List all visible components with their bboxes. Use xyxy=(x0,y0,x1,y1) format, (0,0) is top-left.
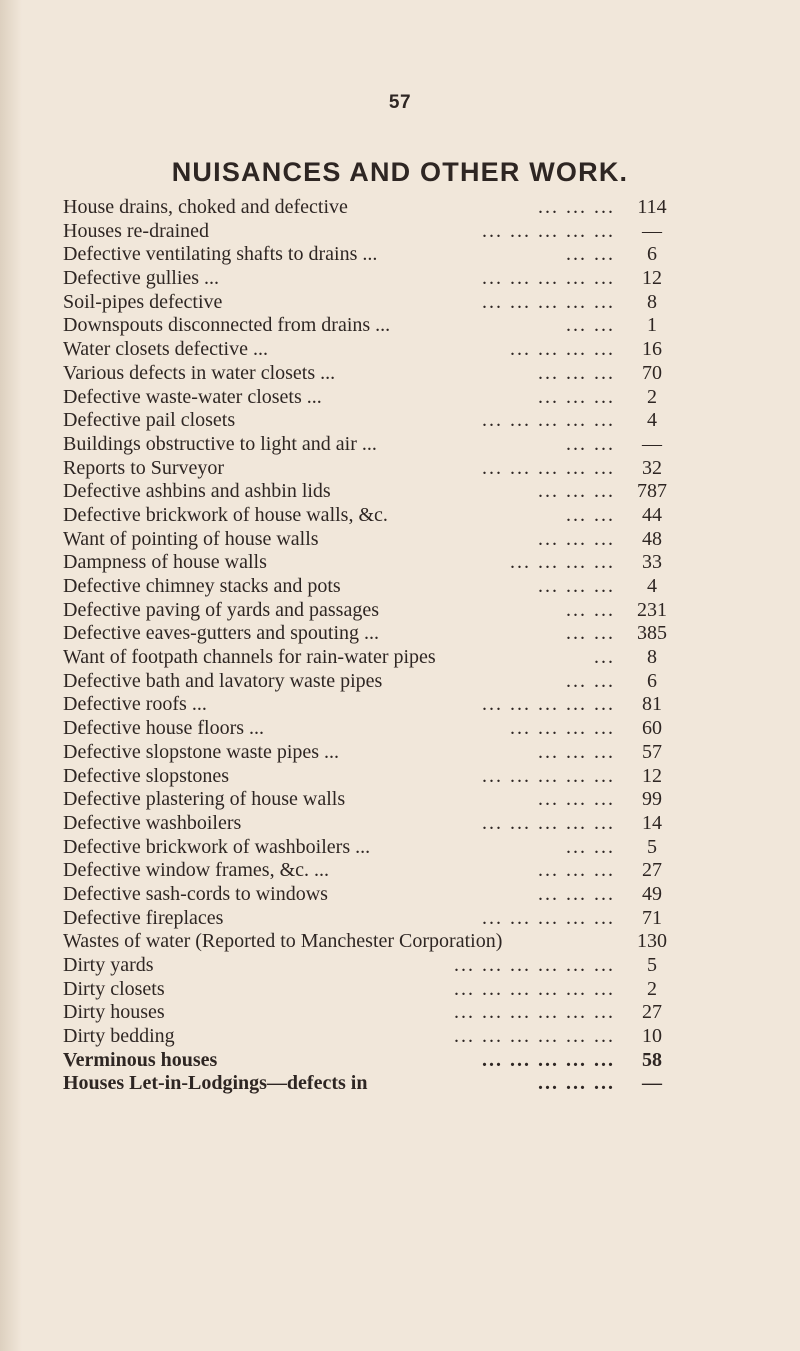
leader-dots: ... ... ... ... ... ... xyxy=(454,977,615,1000)
list-item xyxy=(63,504,683,528)
list-item xyxy=(63,409,683,433)
item-count: 58 xyxy=(642,1048,662,1071)
list-item xyxy=(63,314,683,338)
item-label: Houses re-drained xyxy=(63,219,210,242)
item-label: Downspouts disconnected from drains ... xyxy=(63,314,391,337)
item-label: Dirty yards xyxy=(63,954,154,976)
leader-dots: ... ... ... xyxy=(538,385,615,408)
list-item xyxy=(63,528,683,552)
item-count: 2 xyxy=(647,977,657,1000)
item-count: 8 xyxy=(647,290,657,313)
item-count: — xyxy=(642,1072,662,1095)
list-item xyxy=(63,859,683,883)
list-item xyxy=(63,575,683,599)
leader-dots: ... ... ... xyxy=(538,361,615,384)
item-label: Defective paving of yards and passages xyxy=(63,598,379,621)
item-count: 4 xyxy=(647,409,657,432)
leader-dots: ... ... xyxy=(566,243,615,266)
leader-dots: ... ... ... ... ... xyxy=(482,906,615,929)
leader-dots: ... ... ... ... xyxy=(510,717,615,740)
item-label: Houses Let-in-Lodgings—defects in xyxy=(63,1072,368,1095)
item-count: 32 xyxy=(642,456,662,479)
nuisances-list xyxy=(63,196,683,1096)
leader-dots: ... ... ... ... ... xyxy=(482,1048,615,1071)
list-item xyxy=(63,812,683,836)
item-count: 6 xyxy=(647,243,657,266)
item-label: Defective sash-cords to windows xyxy=(63,882,328,905)
leader-dots: ... ... xyxy=(566,503,615,526)
leader-dots: ... ... ... ... ... ... xyxy=(454,1001,615,1024)
page-title: NUISANCES AND OTHER WORK. xyxy=(171,157,629,187)
list-item xyxy=(63,1001,683,1025)
list-item xyxy=(63,883,683,907)
item-count: 12 xyxy=(642,764,662,787)
leader-dots: ... ... ... ... ... xyxy=(482,267,615,290)
list-item xyxy=(63,1072,683,1096)
list-item xyxy=(63,765,683,789)
item-count: 49 xyxy=(642,882,662,905)
item-label: Defective bath and lavatory waste pipes xyxy=(63,669,383,692)
item-label: Wastes of water (Reported to Manchester Corporation) xyxy=(63,930,503,953)
list-item xyxy=(63,930,683,954)
leader-dots: ... ... ... ... ... xyxy=(482,409,615,432)
list-item xyxy=(63,622,683,646)
list-item xyxy=(63,362,683,386)
item-label: Dampness of house walls xyxy=(63,551,267,574)
list-item xyxy=(63,670,683,694)
leader-dots: ... ... ... xyxy=(538,740,615,763)
leader-dots: ... ... ... ... ... xyxy=(482,456,615,479)
list-item xyxy=(63,291,683,315)
item-label: Dirty closets xyxy=(63,977,165,1000)
item-label: Water closets defective ... xyxy=(63,338,268,361)
item-count: 12 xyxy=(642,267,662,290)
leader-dots: ... ... ... ... ... xyxy=(482,693,615,716)
item-label: Verminous houses xyxy=(63,1048,218,1071)
item-label: Defective fireplaces xyxy=(63,906,224,929)
item-label: Defective brickwork of house walls, &c. xyxy=(63,503,388,526)
list-item xyxy=(63,954,683,978)
item-count: 27 xyxy=(642,859,662,882)
list-item xyxy=(63,978,683,1002)
leader-dots: ... ... ... xyxy=(538,575,615,597)
list-item xyxy=(63,338,683,362)
leader-dots: ... ... ... xyxy=(538,196,615,218)
page-number: 57 xyxy=(388,92,412,113)
item-count: — xyxy=(642,432,662,455)
item-count: 71 xyxy=(642,906,662,929)
item-label: House drains, choked and defective xyxy=(63,196,348,218)
leader-dots: ... ... ... xyxy=(538,480,615,503)
item-count: 231 xyxy=(637,598,667,621)
item-count: 16 xyxy=(642,338,662,361)
item-label: Defective ashbins and ashbin lids xyxy=(63,480,331,503)
item-label: Defective slopstone waste pipes ... xyxy=(63,740,340,763)
item-label: Want of pointing of house walls xyxy=(63,527,319,550)
list-item xyxy=(63,267,683,291)
list-item xyxy=(63,741,683,765)
item-count: 60 xyxy=(642,717,662,740)
item-count: 5 xyxy=(647,835,657,858)
item-count: — xyxy=(642,219,662,242)
item-count: 787 xyxy=(637,480,667,503)
list-item xyxy=(63,196,683,220)
item-label: Defective gullies ... xyxy=(63,267,220,290)
list-item xyxy=(63,788,683,812)
leader-dots: ... ... xyxy=(566,314,615,337)
list-item xyxy=(63,1049,683,1073)
item-label: Defective ventilating shafts to drains ... xyxy=(63,243,378,266)
leader-dots: ... ... ... ... ... xyxy=(482,219,615,242)
list-item xyxy=(63,646,683,670)
item-label: Dirty bedding xyxy=(63,1025,175,1048)
list-item xyxy=(63,1025,683,1049)
list-item xyxy=(63,457,683,481)
item-count: 6 xyxy=(647,669,657,692)
list-item xyxy=(63,693,683,717)
leader-dots: ... ... ... ... ... xyxy=(482,290,615,313)
list-item xyxy=(63,599,683,623)
item-count: 5 xyxy=(647,954,657,976)
leader-dots: ... ... ... ... ... xyxy=(482,811,615,834)
leader-dots: ... ... ... ... ... xyxy=(482,764,615,787)
leader-dots: ... ... ... xyxy=(538,859,615,882)
leader-dots: ... ... xyxy=(566,432,615,455)
item-count: 99 xyxy=(642,788,662,811)
leader-dots: ... ... ... ... xyxy=(510,338,615,361)
item-label: Soil-pipes defective xyxy=(63,290,223,313)
item-count: 1 xyxy=(647,314,657,337)
list-item xyxy=(63,480,683,504)
leader-dots: ... ... ... xyxy=(538,527,615,550)
list-item xyxy=(63,433,683,457)
leader-dots: ... ... xyxy=(566,835,615,858)
item-label: Reports to Surveyor xyxy=(63,456,225,479)
item-label: Defective roofs ... xyxy=(63,693,207,716)
item-count: 81 xyxy=(642,693,662,716)
list-item xyxy=(63,551,683,575)
item-count: 14 xyxy=(642,811,662,834)
item-label: Various defects in water closets ... xyxy=(63,361,336,384)
item-count: 8 xyxy=(647,646,657,669)
item-label: Want of footpath channels for rain-water pipes xyxy=(63,646,436,669)
leader-dots: ... xyxy=(594,646,615,669)
page-edge-shadow xyxy=(0,0,22,1351)
item-count: 27 xyxy=(642,1001,662,1024)
item-count: 114 xyxy=(637,196,667,218)
item-label: Defective pail closets xyxy=(63,409,236,432)
item-count: 385 xyxy=(637,622,667,645)
item-label: Defective eaves-gutters and spouting ... xyxy=(63,622,380,645)
list-item xyxy=(63,386,683,410)
item-count: 2 xyxy=(647,385,657,408)
list-item xyxy=(63,717,683,741)
item-count: 44 xyxy=(642,503,662,526)
item-label: Defective house floors ... xyxy=(63,717,265,740)
item-label: Defective waste-water closets ... xyxy=(63,385,322,408)
item-count: 70 xyxy=(642,361,662,384)
leader-dots: ... ... ... xyxy=(538,1072,615,1095)
item-label: Defective plastering of house walls xyxy=(63,788,346,811)
item-count: 48 xyxy=(642,527,662,550)
item-label: Defective slopstones xyxy=(63,764,230,787)
leader-dots: ... ... xyxy=(566,622,615,645)
item-label: Defective window frames, &c. ... xyxy=(63,859,330,882)
item-label: Defective washboilers xyxy=(63,811,242,834)
list-item xyxy=(63,220,683,244)
item-label: Defective chimney stacks and pots xyxy=(63,575,341,597)
item-count: 57 xyxy=(642,740,662,763)
leader-dots: ... ... ... ... ... ... xyxy=(454,1025,615,1048)
list-item xyxy=(63,836,683,860)
leader-dots: ... ... xyxy=(566,669,615,692)
list-item xyxy=(63,907,683,931)
item-label: Dirty houses xyxy=(63,1001,165,1024)
item-label: Defective brickwork of washboilers ... xyxy=(63,835,371,858)
item-count: 4 xyxy=(647,575,657,597)
leader-dots: ... ... ... ... xyxy=(510,551,615,574)
item-count: 33 xyxy=(642,551,662,574)
leader-dots: ... ... ... xyxy=(538,788,615,811)
list-item xyxy=(63,243,683,267)
leader-dots: ... ... xyxy=(566,598,615,621)
item-count: 10 xyxy=(642,1025,662,1048)
item-count: 130 xyxy=(637,930,667,953)
leader-dots: ... ... ... ... ... ... xyxy=(454,954,615,976)
item-label: Buildings obstructive to light and air ... xyxy=(63,432,377,455)
leader-dots: ... ... ... xyxy=(538,882,615,905)
